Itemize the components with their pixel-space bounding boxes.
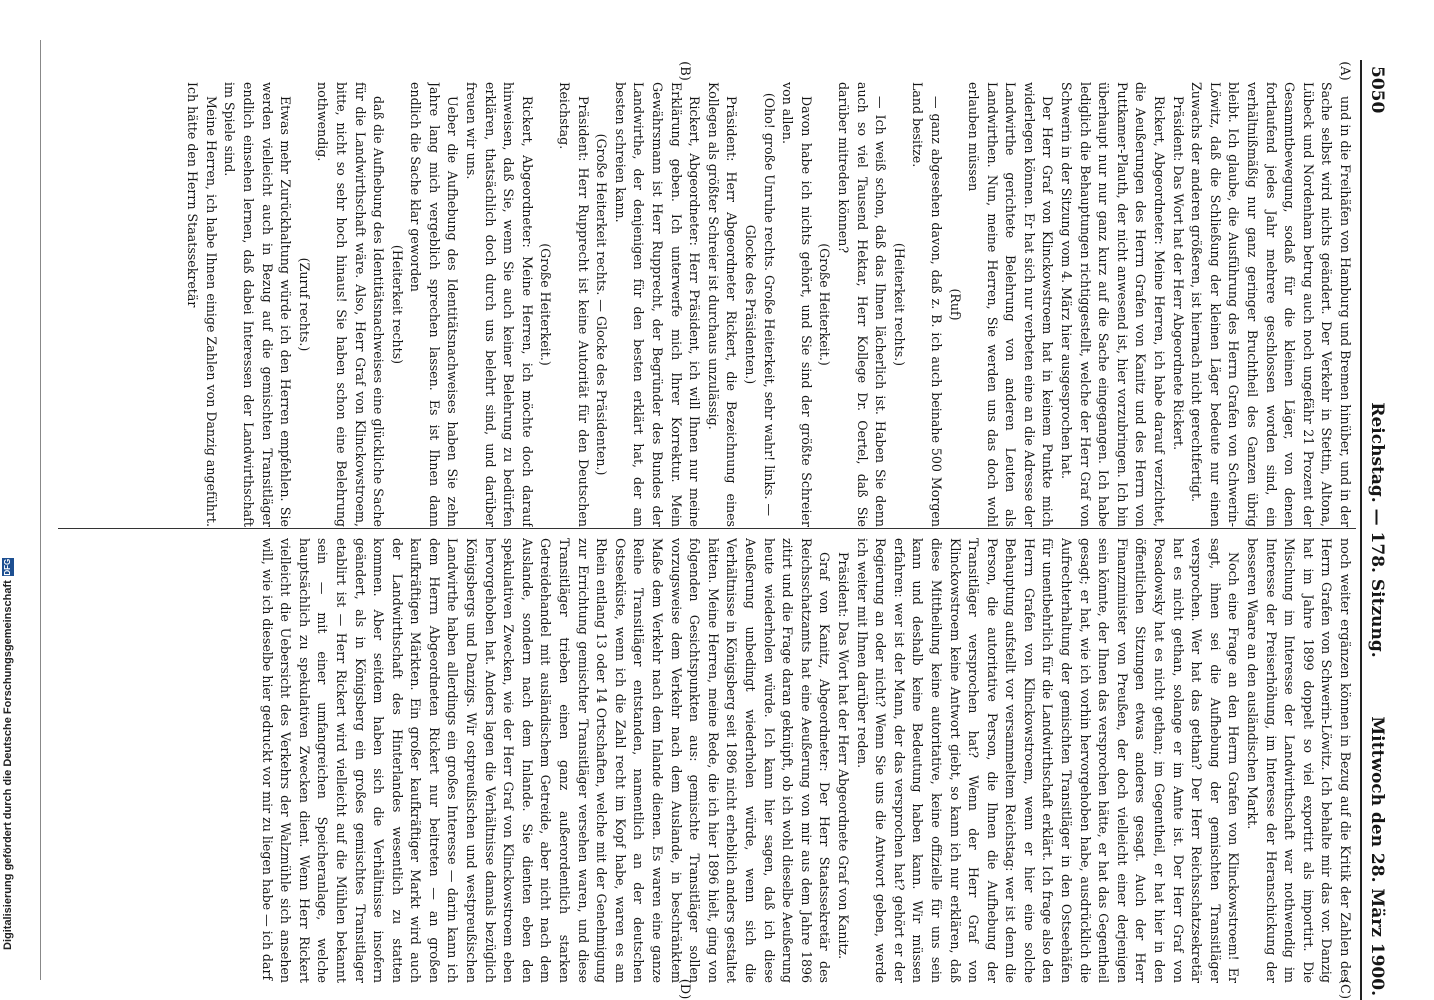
interjection: (Oho! große Unruhe rechts. Große Heiterkeit, sehr wahr! links. — Glocke des Präsidenten.) [743, 92, 777, 517]
dfg-logo-icon: DFG [3, 558, 12, 576]
interjection: (Große Heiterkeit rechts. — Glocke des Präsidenten.) [594, 133, 610, 476]
paragraph: Präsident: Das Wort hat der Herr Abgeordnete Graf von Kanitz. [835, 552, 851, 960]
paragraph: Präsident: Herr Abgeordneter Rickert, die Bezeichnung eines Kollegen als größter Schreier ist durchaus unzulässig. [705, 82, 740, 527]
interjection: (Heiterkeit rechts.) [891, 242, 907, 367]
right-column [59, 538, 1354, 983]
paragraph: noch weiter ergänzen können in Bezug auf die Kritik der Zahlen des Herrn Grafen von Schwerin-Löwitz. Ich behalte mir das vor. Danzig hat im Jahre 1899 doppelt so viel exportirt als importirt. Die Mischung im Interesse der Landwirthschaft war nothwendig im Interesse der Preiserhöhung, im Interesse der Heranschickung der besseren Waare an den ausländischen Markt. [1245, 538, 1353, 983]
credit-text: Digitalisierung gefördert durch die Deutsche Forschungsgemeinschaft [2, 580, 14, 950]
paragraph: Präsident: Das Wort hat der Herr Abgeordnete Rickert. [1170, 96, 1186, 451]
interjection: (Große Heiterkeit.) [538, 243, 554, 366]
paragraph: Präsident: Herr Rupprecht ist keine Autorität für den Deutschen Reichstag. [557, 82, 591, 527]
scan-edge-line [40, 40, 41, 980]
left-column [59, 82, 1354, 527]
paragraph: — Ich weiß schon, daß das Ihnen lächerlich ist. Haben Sie denn auch so viel Tausend Hektar, Herr Kollege Dr. Oertel, daß Sie darüber mitreden können? [835, 82, 889, 527]
margin-marker-d: (D) [677, 978, 692, 1000]
digitization-credit [2, 558, 14, 950]
paragraph: Ueber die Aufhebung des Identitätsnachweises haben Sie zehn Jahre lang mich vergeblich sprechen lassen. Es ist Ihnen dann endlich die Sache klar geworden [408, 82, 461, 527]
paragraph: Rickert, Abgeordneter: Herr Präsident, ich will Ihnen nur meine Erklärung geben. Ich unterwerfe mich Ihrer Korrektur. Mein Gewährsmann ist Herr Rupprecht, der Begründer des Bundes der Landwirthe, der denjenigen für den besten erklärt hat, der am besten schreien kann. [612, 82, 703, 527]
paragraph: und in die Freihäfen von Hamburg und Bremen hinüber, und in der Sache selbst wird nichts geändert. Der Verkehr in Stettin, Altona, Lübeck und Nordenham betrug auch noch ungefähr 21 Prozent der Gesammtbewegung, sodaß für die kleinen Läger, von denen fortlaufend jedes Jahr mehrere geschlossen worden sind, ein verhältnißmäßig nur ganz geringer Bruchtheil des Ganzen übrig bleibt. Ich glaube, die Ausführung des Herrn Grafen von Schwerin-Löwitz, daß die Schließung der kleinen Läger bedeute nur einen Zuwachs der anderen größeren, ist hiernach nicht gerechtfertigt. [1189, 82, 1353, 527]
session-date: Mittwoch den 28. März 1900. [1367, 716, 1387, 996]
paragraph: Etwas mehr Zurückhaltung würde ich den Herren empfehlen. Sie werden vielleicht auch in Bezug auf die gemischten Transitläger endlich einsehen lernen, daß dabei Interessen der Landwirthschaft im Spiele sind. [222, 82, 294, 527]
rotated-page [52, 60, 1392, 1000]
paragraph: — ganz abgesehen davon, daß z. B. ich auch beinahe 500 Morgen Land besitze. [910, 82, 944, 527]
page-header [1360, 60, 1392, 1000]
paragraph: Rickert, Abgeordneter: Meine Herren, ich habe darauf verzichtet, die Aeußerungen des Herrn Grafen von Kanitz und des Herrn von Puttkamer-Plauth, der nicht anwesend ist, hier vorzubringen. Ich bin überhaupt nur nur ganz kurz auf die Sache eingegangen. Ich habe lediglich die Behauptungen richtiggestellt, welche der Herr Graf von Schwerin in der Sitzung vom 4. März hier ausgesprochen hat. [1059, 82, 1168, 527]
column-divider [58, 528, 1356, 529]
interjection: (Zuruf rechts.) [296, 257, 312, 352]
interjection: (Ruf) [947, 288, 963, 321]
paragraph: daß die Aufhebung des Identitätsnachweises eine glückliche Sache für die Landwirthschaft wäre. Also, Herr Graf von Klinckowstroem, bitte, nicht so sehr hoch hinaus! Sie haben schon eine Belehrung nothwendig. [315, 82, 387, 527]
interjection: (Große Heiterkeit.) [817, 243, 833, 366]
paragraph: Der Herr Graf von Klinckowstroem hat in keinem Punkte mich widerlegen können. Er hat sich nur verbeten eine an die Adresse der Landwirthe gerichtete Belehrung von anderen Leuten als Landwirthen. Nun, meine Herren, Sie werden uns das doch wohl erlauben müssen [966, 82, 1056, 527]
paragraph: Davon habe ich nichts gehört, und Sie sind der größte Schreier von allen. [780, 82, 814, 527]
interjection: (Heiterkeit rechts) [389, 244, 405, 365]
page-number: 5050 [1367, 66, 1387, 114]
paragraph: Rickert, Abgeordneter: Meine Herren, ich möchte doch darauf hinweisen, daß Sie, wenn Sie auch keiner Belehrung zu bedürfen erklären, thatsächlich doch durch uns belehrt sind, und darüber freuen wir uns. [464, 82, 535, 527]
paragraph: Noch eine Frage an den Herrn Grafen von Klinckowstroem! Er sagt, ihnen sei die Aufhebung der gemischten Transitläger versprochen. Wer hat das gethan? Der Herr Reichsschatzsekretär hat es nicht gethan, solange er im Amte ist. Der Herr Graf von Posadowsky hat es nicht gethan; im Gegentheil, er hat hier in den öffentlichen Sitzungen etwas anderes gesagt. Auch der Herr Finanzminister von Preußen, der doch vielleicht einer derjenigen sein könnte, der Ihnen das versprochen hätte, er hat das Gegentheil gesagt; er hat, wie ich vorhin hervorgehoben habe, ausdrücklich die Aufrechterhaltung der gemischten Transitläger in den Ostseehäfen für unentbehrlich für die Landwirthschaft erklärt. Ich frage also den Herrn Grafen von Klinckowstroem, wenn er hier eine solche Behauptung aufstellt vor versammeltem Reichstag: wer ist denn die Person, die autoritative Person, die Ihnen die Aufhebung der Transitläger versprochen hat? Wenn der Herr Graf von Klinckowstroem keine Antwort giebt, so kann ich nur erklären, daß diese Mittheilung keine autoritative, keine offizielle für uns sein kann und deshalb keine Bedeutung haben kann. Wir müssen erfahren: wer ist der Mann, der das versprochen hat? gehört er der Regierung an oder nicht? Wenn Sie uns die Antwort geben, werde ich weiter mit Ihnen darüber reden. [854, 538, 1242, 983]
margin-marker-a: (A) [1337, 61, 1352, 81]
paragraph: Meine Herren, ich habe Ihnen einige Zahlen von Danzig angeführt. Ich hätte den Herrn Staatssekretär [185, 82, 219, 527]
page-title: Reichstag. — 178. Sitzung. [1367, 402, 1387, 658]
paragraph: Graf von Kanitz, Abgeordneter: Der Herr Staatssekretär des Reichsschatzamts hat eine Aeußerung von mir aus dem Jahre 1896 zitirt und die Frage daran geknüpft, ob ich wohl dieselbe Aeußerung heute wiederholen würde. Ich kann hier sagen, daß ich diese Aeußerung unbedingt wiederholen würde, wenn sich die Verhältnisse in Königsberg seit 1896 nicht erheblich anders gestaltet hätten. Meine Herren, meine Rede, die ich hier 1896 hielt, ging von folgenden Gesichtspunkten aus: gemischte Transitläger sollen vorzugsweise dem Verkehr nach dem Auslande, in beschränktem Maße dem Verkehr nach dem Inlande dienen. Es waren eine ganze Reihe Transitläger entstanden, namentlich an der deutschen Ostseeküste, wenn ich die Zahl recht im Kopf habe, waren es am Rhein entlang 13 oder 14 Ortschaften, welche mit der Genehmigung zur Errichtung gemischter Transitläger versehen waren, und diese Transitläger trieben einen ganz außerordentlich starken Getreidehandel mit ausländischem Getreide, aber nicht nach dem Auslande, sondern nach dem Inlande. Sie dienten eben den spekulativen Zwecken, wie der Herr Graf von Klinckowstroem eben hervorgehoben hat. Anders lagen die Verhältnisse damals bezüglich Königsbergs und Danzigs. Wir ostpreußischen und westpreußischen Landwirthe haben allerdings ein großes Interesse — darin kann ich dem Herrn Abgeordneten Rickert nur beitreten — an großen kaufkräftigen Märkten. Ein großer kaufkräftiger Markt wird auch der Landwirthschaft des Hinterlandes wesentlich zu statten kommen. Aber seitdem haben sich die Verhältnisse insofern geändert, als in Königsberg ein großes gemischtes Transitlager etablirt ist — Herr Rickert wird vielleicht auf die Mühlen bekannt sein — mit einer umfangreichen Speicheranlage, welche hauptsächlich zu spekulativen Zwecken dient. Wenn Herr Rickert vielleicht die Uebersicht des Verkehrs der Walzmühle sich ansehen will, wie ich dieselbe hier gedruckt vor mir zu liegen habe — ich darf [259, 538, 833, 983]
margin-marker-b: (B) [677, 61, 692, 81]
margin-marker-c: (C) [1337, 978, 1352, 1000]
